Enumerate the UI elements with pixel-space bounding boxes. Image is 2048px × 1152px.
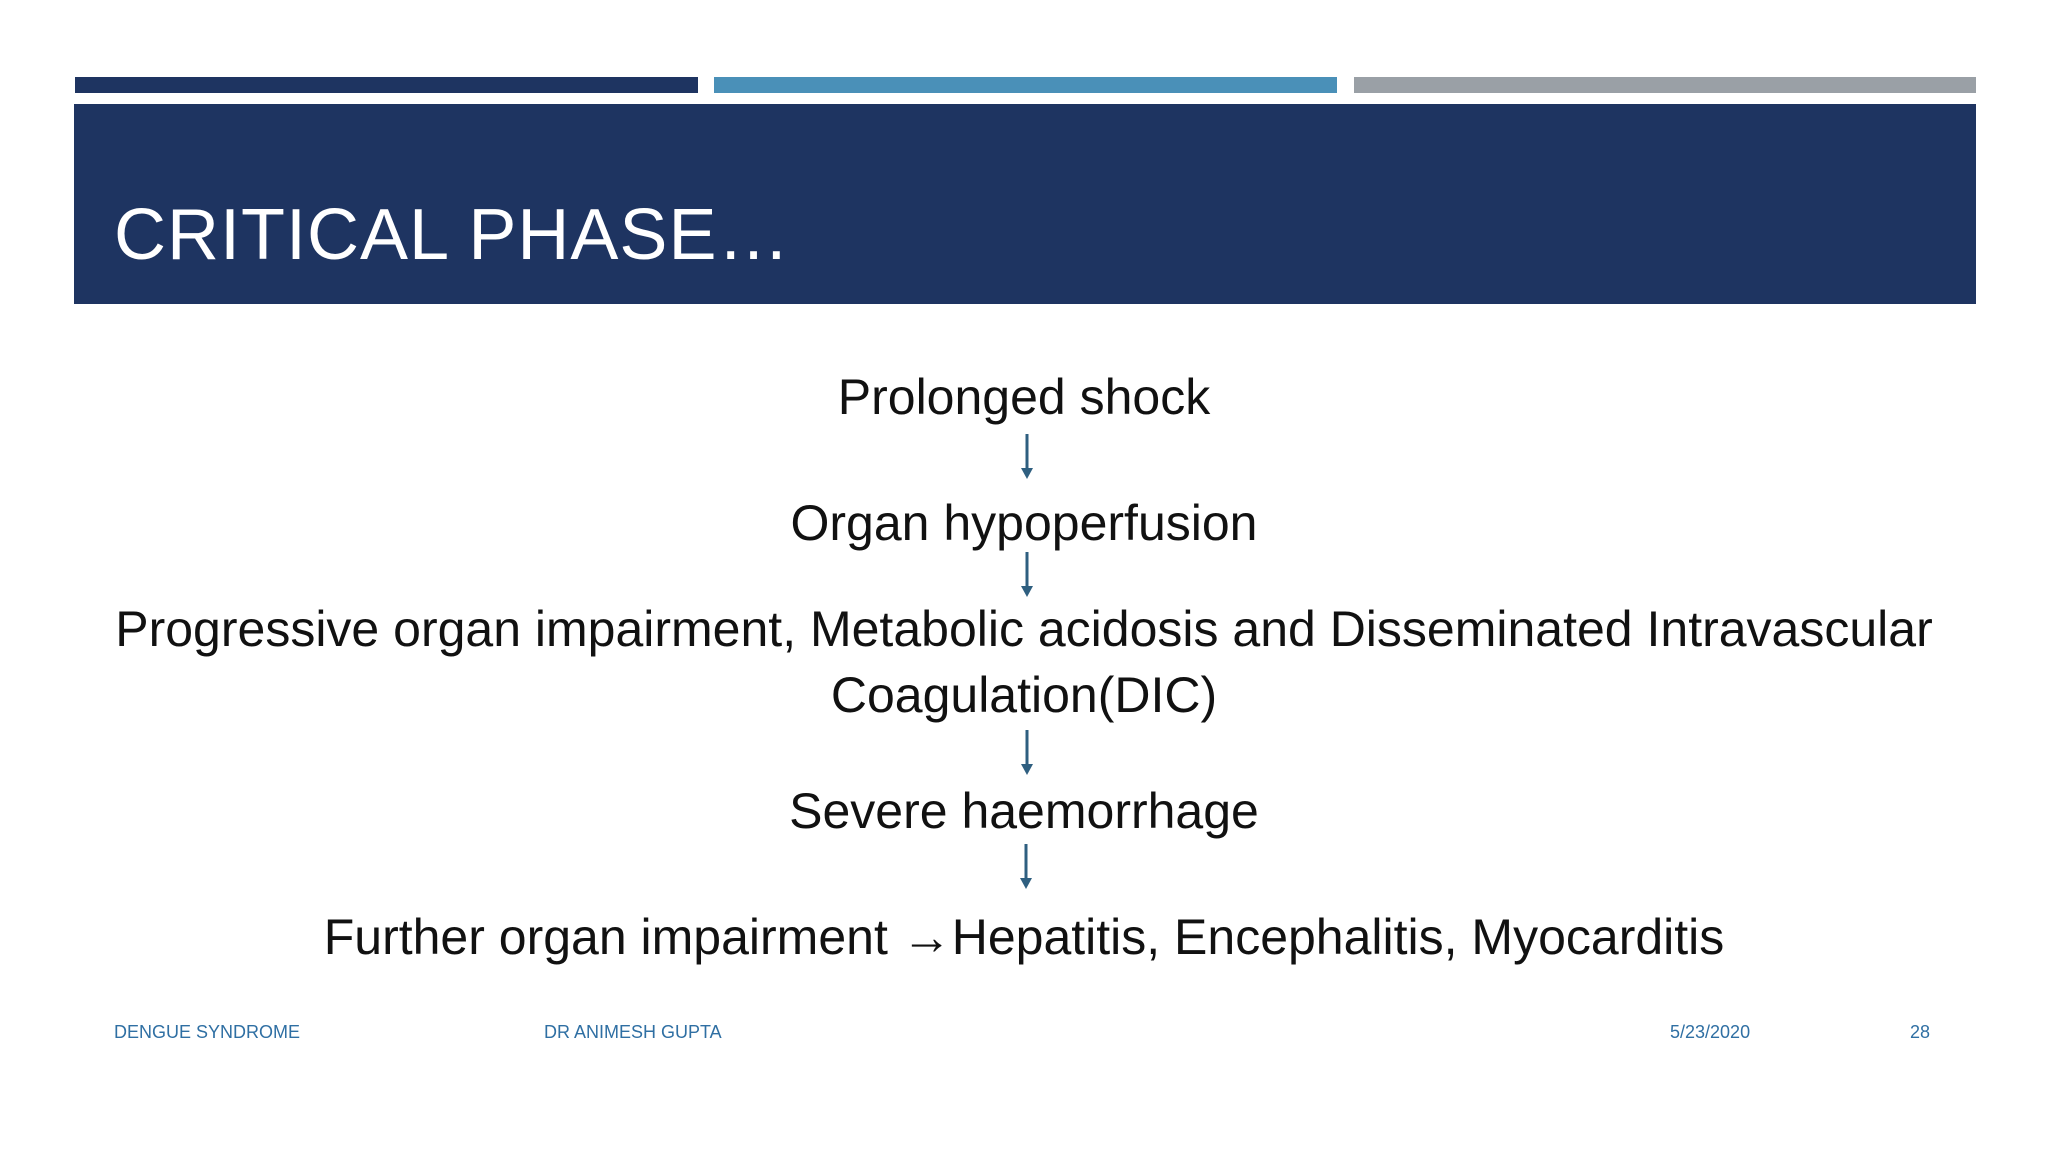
flow-step-progressive-impairment-line2: Coagulation(DIC)	[830, 667, 1218, 723]
accent-stripe-blue	[714, 77, 1337, 93]
flow-step-severe-haemorrhage: Severe haemorrhage	[789, 783, 1259, 839]
footer-page-number: 28	[1910, 1022, 1931, 1042]
accent-stripe-dark	[75, 77, 698, 93]
footer-presentation-name: DENGUE SYNDROME	[114, 1022, 301, 1042]
title-band	[74, 104, 1976, 304]
down-arrow-icon	[1017, 550, 1037, 598]
footer-author: DR ANIMESH GUPTA	[544, 1022, 722, 1042]
down-arrow-icon	[1016, 842, 1036, 890]
down-arrow-icon	[1017, 728, 1037, 776]
down-arrow-icon	[1017, 432, 1037, 480]
slide-title: CRITICAL PHASE…	[114, 195, 791, 275]
flow-step-further-impairment: Further organ impairment →Hepatitis, Encephalitis, Myocarditis	[323, 909, 1725, 965]
flow-step-organ-hypoperfusion: Organ hypoperfusion	[790, 495, 1258, 551]
flow-step-progressive-impairment-line1: Progressive organ impairment, Metabolic acidosis and Disseminated Intravascular	[115, 601, 1933, 657]
footer-date: 5/23/2020	[1670, 1022, 1751, 1042]
flow-step-prolonged-shock: Prolonged shock	[837, 369, 1211, 425]
accent-stripe-gray	[1354, 77, 1976, 93]
